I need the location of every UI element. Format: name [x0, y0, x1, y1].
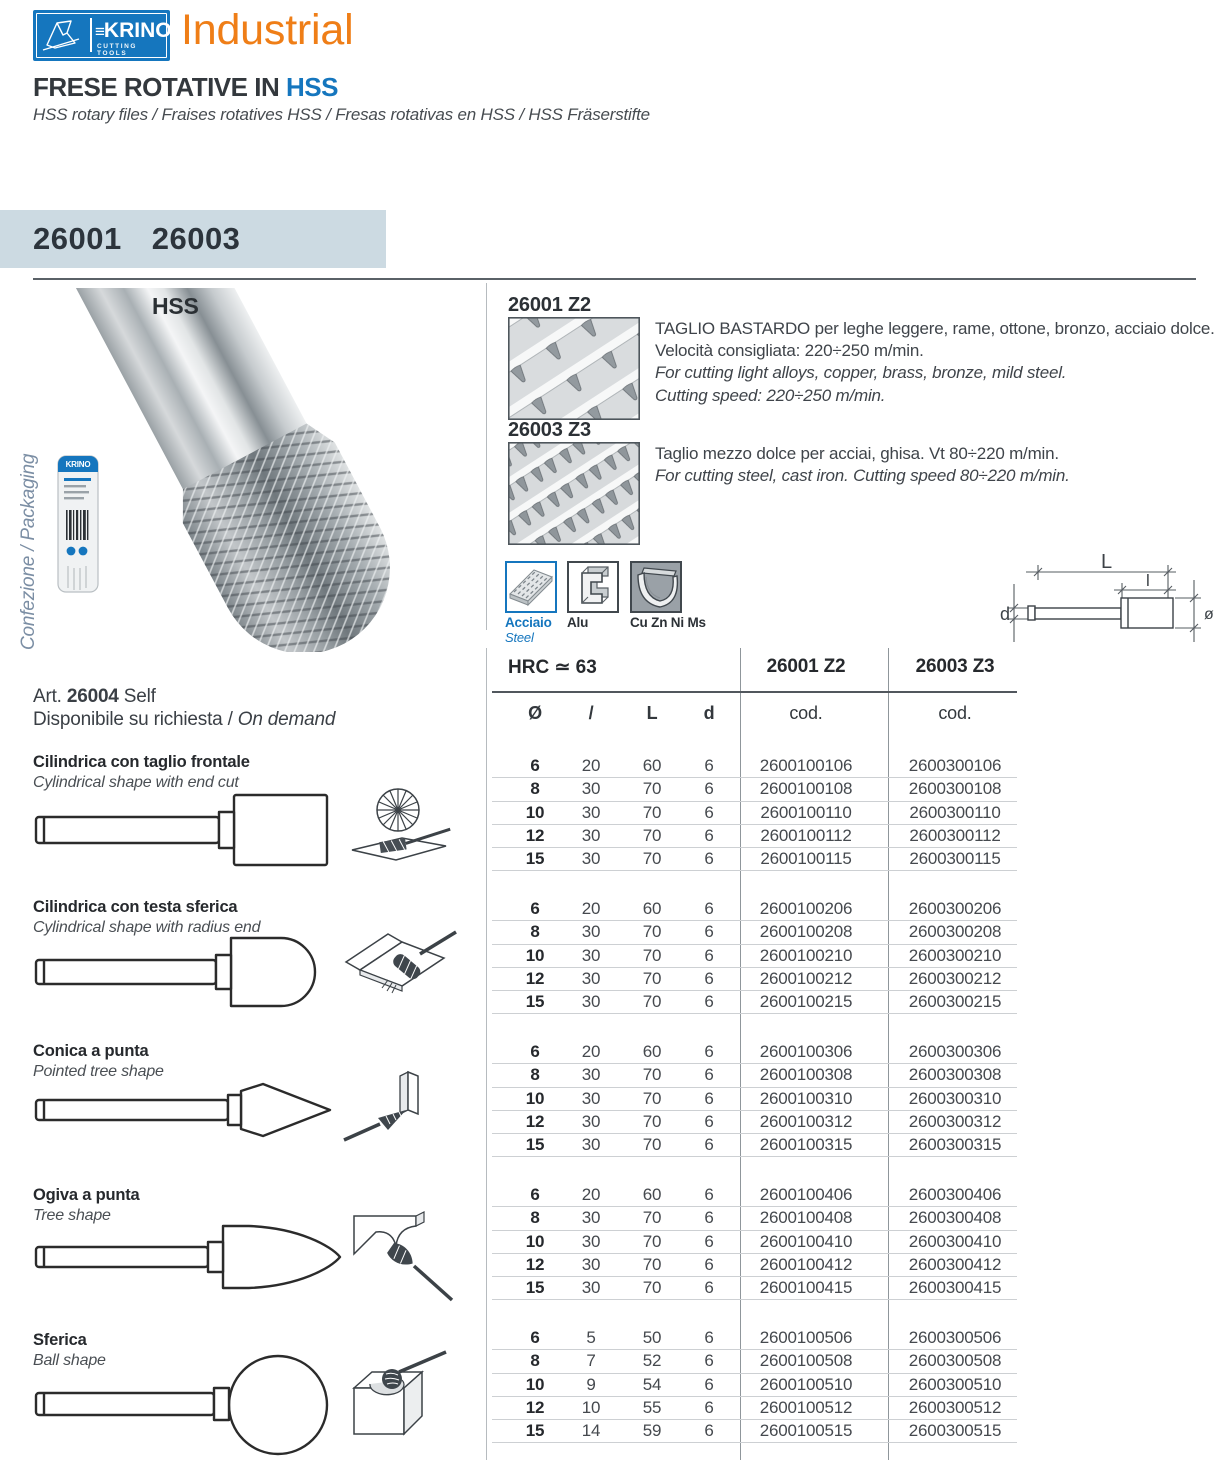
- product-code: 26001 Z2: [508, 294, 591, 316]
- table-cell: 12: [525, 825, 545, 845]
- copper-alloys-material-icon: [630, 561, 682, 613]
- product-description: [655, 318, 1225, 407]
- table-cell: 70: [642, 1111, 662, 1131]
- table-cell: 70: [642, 1231, 662, 1251]
- table-cell: 6: [530, 1185, 540, 1205]
- logo-wordmark: [95, 19, 177, 43]
- table-row: [492, 898, 1017, 921]
- table-row: [492, 778, 1017, 801]
- size-code-table: [492, 648, 1022, 1460]
- table-cell: 20: [581, 899, 601, 919]
- table-cell: 12: [525, 1397, 545, 1417]
- table-cell: 2600300310: [908, 1088, 1002, 1108]
- table-cell: 2600100315: [759, 1135, 853, 1155]
- table-cell: 2600300415: [908, 1278, 1002, 1298]
- table-group: [492, 1184, 1017, 1300]
- table-cell: 2600300212: [908, 968, 1002, 988]
- bur-drawing-ogive: [33, 1220, 343, 1294]
- table-cell: 7: [586, 1351, 596, 1371]
- table-cell: 2600300108: [908, 779, 1002, 799]
- application-icon-tree: [340, 1210, 460, 1315]
- table-cell: 15: [525, 1278, 545, 1298]
- banner-code-1: 26001: [33, 221, 122, 256]
- on-demand-line1: Art. 26004 Self: [33, 686, 156, 707]
- bur-drawing-cone: [33, 1078, 333, 1142]
- table-cell: 6: [704, 1042, 714, 1062]
- table-cell: 2600100406: [759, 1185, 853, 1205]
- table-cell: 54: [642, 1374, 662, 1394]
- table-row: [492, 1134, 1017, 1157]
- table-cell: 6: [704, 1111, 714, 1131]
- table-cell: 30: [581, 1111, 601, 1131]
- table-row: [492, 1231, 1017, 1254]
- table-row: [492, 968, 1017, 991]
- table-cell: 70: [642, 945, 662, 965]
- table-cell: 15: [525, 1421, 545, 1441]
- table-cell: 2600300410: [908, 1231, 1002, 1251]
- table-cell: 70: [642, 802, 662, 822]
- application-icon-radius-end: [340, 928, 460, 1028]
- table-cell: 5: [586, 1328, 596, 1348]
- table-cell: 2600100506: [759, 1328, 853, 1348]
- table-cell: 70: [642, 779, 662, 799]
- logo-bars: ≡: [95, 22, 103, 41]
- table-cell: 2600100508: [759, 1351, 853, 1371]
- table-cell: 2600100408: [759, 1208, 853, 1228]
- table-cell: 15: [525, 1135, 545, 1155]
- shape-subtitle: Ball shape: [33, 1352, 106, 1369]
- table-cell: 2600100110: [760, 802, 852, 822]
- table-cell: 10: [525, 945, 545, 965]
- table-cell: 2600300306: [908, 1042, 1002, 1062]
- table-cell: 2600300510: [908, 1374, 1002, 1394]
- material-label-cu-zn-ni-ms: Cu Zn Ni Ms: [630, 615, 706, 630]
- table-cell: 2600100112: [760, 825, 852, 845]
- material-sublabel-steel: Steel: [505, 630, 534, 645]
- dim-label-l: l: [1146, 571, 1150, 590]
- table-cell: 30: [581, 779, 601, 799]
- registered-mark: ®: [171, 19, 177, 26]
- table-cell: 10: [581, 1397, 601, 1417]
- table-cell: 30: [581, 968, 601, 988]
- table-col-header-26001: 26001 Z2: [766, 656, 846, 677]
- table-cell: 6: [704, 1208, 714, 1228]
- logo-divider: [90, 18, 92, 52]
- shape-title-ball: Sferica: [33, 1331, 87, 1349]
- table-cell: 2600100310: [759, 1088, 853, 1108]
- table-cell: 6: [530, 1328, 540, 1348]
- product-code-banner: [0, 210, 386, 268]
- table-cell: 2600300110: [909, 802, 1001, 822]
- desc-line: TAGLIO BASTARDO per leghe leggere, rame, ottone, bronzo, acciaio dolce.: [655, 319, 1215, 338]
- table-cell: 2600300106: [908, 756, 1002, 776]
- table-header-rule: [492, 691, 1017, 693]
- page-subtitle: HSS rotary files / Fraises rotatives HSS / Fresas rotativas en HSS / HSS Fräserstifte: [33, 105, 650, 124]
- series-title: Industrial: [181, 6, 354, 54]
- top-rule: [33, 278, 1196, 280]
- table-cell: 2600300208: [908, 922, 1002, 942]
- shape-title-cylindrical-end-cut: Cilindrica con taglio frontale: [33, 753, 250, 771]
- table-cell: 2600300112: [909, 825, 1001, 845]
- table-cell: 70: [642, 1135, 662, 1155]
- table-cell: 60: [642, 756, 662, 776]
- table-cell: 14: [581, 1421, 601, 1441]
- desc-line: Taglio mezzo dolce per acciai, ghisa. Vt 80÷220 m/min.: [655, 444, 1059, 463]
- cut-texture-z3-image: [508, 442, 640, 545]
- table-cell: 60: [642, 1185, 662, 1205]
- dim-label-L: L: [1101, 551, 1112, 573]
- desc-line: For cutting steel, cast iron. Cutting speed 80÷220 m/min.: [655, 466, 1070, 486]
- table-cell: 20: [581, 1042, 601, 1062]
- table-cell: 6: [704, 992, 714, 1012]
- table-cell: 8: [530, 922, 540, 942]
- table-cell: 59: [642, 1421, 662, 1441]
- table-row: [492, 1397, 1017, 1420]
- table-cell: 6: [704, 1065, 714, 1085]
- application-icon-cone: [340, 1068, 460, 1168]
- table-cell: 70: [642, 992, 662, 1012]
- hardness-label: HRC ≃ 63: [508, 657, 597, 678]
- table-cell: 20: [581, 1185, 601, 1205]
- shape-subtitle: Cylindrical shape with end cut: [33, 774, 239, 791]
- table-cell: 6: [704, 802, 714, 822]
- table-cell: 2600100515: [759, 1421, 853, 1441]
- table-cell: 2600300215: [908, 992, 1002, 1012]
- table-cell: 30: [581, 802, 601, 822]
- table-row: [492, 1327, 1017, 1350]
- table-cell: 30: [581, 1278, 601, 1298]
- table-cell: 30: [581, 945, 601, 965]
- table-cell: 70: [642, 968, 662, 988]
- table-row: [492, 1374, 1017, 1397]
- drill-bit-icon: [41, 17, 85, 55]
- table-cell: 2600300506: [908, 1328, 1002, 1348]
- table-row: [492, 825, 1017, 848]
- table-cell: 6: [704, 1421, 714, 1441]
- banner-codes: [33, 210, 270, 268]
- page-title-accent: HSS: [285, 72, 338, 102]
- table-cell: 6: [704, 1374, 714, 1394]
- table-row: [492, 1041, 1017, 1064]
- page-title: FRESE ROTATIVE IN HSS: [33, 72, 338, 102]
- table-cell: 6: [704, 1278, 714, 1298]
- table-cell: 2600100410: [759, 1231, 853, 1251]
- table-cell: 30: [581, 922, 601, 942]
- table-row: [492, 1184, 1017, 1207]
- table-row: [492, 1064, 1017, 1087]
- table-cell: 6: [704, 1351, 714, 1371]
- table-cell: 10: [525, 1231, 545, 1251]
- table-col-header-26003: 26003 Z3: [915, 656, 995, 677]
- table-cell: 2600100208: [759, 922, 853, 942]
- table-cell: 55: [642, 1397, 662, 1417]
- table-row: [492, 848, 1017, 871]
- packaging-caption: Confezione / Packaging: [18, 453, 39, 650]
- table-cell: 6: [704, 849, 714, 869]
- table-row: [492, 1207, 1017, 1230]
- table-cell: 2600100106: [759, 756, 853, 776]
- banner-code-2: 26003: [151, 221, 241, 256]
- desc-line: Velocità consigliata: 220÷250 m/min.: [655, 341, 924, 361]
- shape-subtitle: Pointed tree shape: [33, 1063, 164, 1080]
- table-cell: 6: [530, 756, 540, 776]
- table-cell: 2600100108: [759, 779, 853, 799]
- table-row: [492, 1088, 1017, 1111]
- bur-drawing-cylinder-radius: [33, 935, 333, 1009]
- table-row: [492, 1350, 1017, 1373]
- table-cell: 30: [581, 849, 601, 869]
- table-cell: 30: [581, 825, 601, 845]
- table-cell: 2600300308: [908, 1065, 1002, 1085]
- table-cell: 6: [704, 945, 714, 965]
- bur-drawing-ball: [33, 1352, 333, 1458]
- logo-tagline: CUTTING TOOLS: [97, 43, 138, 57]
- on-demand-code: 26004: [66, 686, 119, 707]
- col-subheader-shank: d: [703, 703, 715, 723]
- table-cell: 30: [581, 1065, 601, 1085]
- dim-label-diameter: ø: [1204, 606, 1214, 623]
- table-cell: 2600300412: [908, 1254, 1002, 1274]
- dimension-diagram: [998, 550, 1226, 652]
- table-cell: 70: [642, 1278, 662, 1298]
- table-cell: 12: [525, 968, 545, 988]
- table-cell: 2600300512: [908, 1397, 1002, 1417]
- table-cell: 2600100306: [759, 1042, 853, 1062]
- shape-subtitle: Cylindrical shape with radius end: [33, 919, 261, 936]
- table-cell: 6: [704, 1254, 714, 1274]
- table-cell: 2600300210: [908, 945, 1002, 965]
- column-divider: [486, 648, 487, 1460]
- table-cell: 6: [704, 1185, 714, 1205]
- table-cell: 6: [704, 1231, 714, 1251]
- table-cell: 2600100215: [759, 992, 853, 1012]
- steel-material-icon: [505, 561, 557, 613]
- table-cell: 60: [642, 1042, 662, 1062]
- table-cell: 6: [704, 1328, 714, 1348]
- table-cell: 6: [704, 1397, 714, 1417]
- table-cell: 6: [704, 756, 714, 776]
- table-cell: 2600300508: [908, 1351, 1002, 1371]
- table-cell: 8: [530, 1208, 540, 1228]
- table-cell: 15: [525, 992, 545, 1012]
- desc-line: For cutting light alloys, copper, brass, bronze, mild steel.: [655, 363, 1067, 383]
- table-cell: 12: [525, 1111, 545, 1131]
- product-code: 26003 Z3: [508, 419, 591, 441]
- table-cell: 6: [530, 899, 540, 919]
- bur-drawing-cylinder-flat: [33, 790, 333, 870]
- table-cell: 70: [642, 849, 662, 869]
- table-cell: 70: [642, 1065, 662, 1085]
- col-subheader-cod-2: cod.: [938, 703, 972, 723]
- table-cell: 2600100210: [759, 945, 853, 965]
- table-cell: 2600100512: [759, 1397, 853, 1417]
- table-cell: 8: [530, 779, 540, 799]
- material-label-steel: Acciaio: [505, 615, 552, 630]
- table-cell: 6: [704, 899, 714, 919]
- table-cell: 30: [581, 1254, 601, 1274]
- table-cell: 2600300315: [908, 1135, 1002, 1155]
- table-cell: 30: [581, 1135, 601, 1155]
- table-row: [492, 921, 1017, 944]
- table-cell: 2600300408: [908, 1208, 1002, 1228]
- shape-title-tree: Ogiva a punta: [33, 1186, 140, 1204]
- table-cell: 70: [642, 1254, 662, 1274]
- col-subheader-cod-1: cod.: [789, 703, 823, 723]
- table-cell: 6: [704, 1135, 714, 1155]
- table-cell: 52: [642, 1351, 662, 1371]
- column-divider: [486, 283, 487, 630]
- table-cell: 2600100206: [759, 899, 853, 919]
- table-cell: 2600100212: [759, 968, 853, 988]
- table-cell: 2600300515: [908, 1421, 1002, 1441]
- table-cell: 70: [642, 1088, 662, 1108]
- table-group: [492, 898, 1017, 1014]
- table-cell: 10: [525, 1088, 545, 1108]
- on-demand-line2: Disponibile su richiesta / On demand: [33, 709, 336, 730]
- table-cell: 2600100115: [760, 849, 852, 869]
- table-cell: 10: [525, 1374, 545, 1394]
- table-cell: 6: [704, 779, 714, 799]
- table-cell: 12: [525, 1254, 545, 1274]
- table-cell: 2600300312: [908, 1111, 1002, 1131]
- col-subheader-diameter: Ø: [528, 703, 542, 723]
- table-cell: 70: [642, 922, 662, 942]
- table-cell: 8: [530, 1065, 540, 1085]
- krino-logo: [33, 10, 177, 61]
- table-cell: 20: [581, 756, 601, 776]
- table-row: [492, 991, 1017, 1014]
- table-cell: 2600100308: [759, 1065, 853, 1085]
- table-cell: 2600300115: [909, 849, 1001, 869]
- table-cell: 2600300206: [908, 899, 1002, 919]
- table-cell: 6: [530, 1042, 540, 1062]
- table-cell: 2600300406: [908, 1185, 1002, 1205]
- table-group: [492, 755, 1017, 871]
- dim-label-d: d: [1000, 604, 1010, 624]
- table-cell: 8: [530, 1351, 540, 1371]
- table-cell: 15: [525, 849, 545, 869]
- table-row: [492, 755, 1017, 778]
- table-row: [492, 1254, 1017, 1277]
- table-cell: 30: [581, 1088, 601, 1108]
- svg-text:KRINO: KRINO: [65, 460, 91, 469]
- table-cell: 60: [642, 899, 662, 919]
- table-row: [492, 1111, 1017, 1134]
- photo-material-label: HSS: [152, 293, 199, 319]
- table-cell: 6: [704, 1088, 714, 1108]
- table-group: [492, 1041, 1017, 1157]
- table-cell: 30: [581, 1208, 601, 1228]
- product-description: [655, 443, 1225, 487]
- table-row: [492, 1277, 1017, 1300]
- material-label-alu: Alu: [567, 615, 589, 630]
- table-cell: 2600100412: [759, 1254, 853, 1274]
- table-row: [492, 802, 1017, 825]
- shape-title-cylindrical-radius-end: Cilindrica con testa sferica: [33, 898, 238, 916]
- table-cell: 10: [525, 802, 545, 822]
- table-row: [492, 945, 1017, 968]
- table-cell: 6: [704, 922, 714, 942]
- table-cell: 2600100415: [759, 1278, 853, 1298]
- table-cell: 50: [642, 1328, 662, 1348]
- table-row: [492, 1420, 1017, 1443]
- table-cell: 9: [586, 1374, 596, 1394]
- col-subheader-slash: /: [588, 703, 594, 723]
- shape-title-pointed-cone: Conica a punta: [33, 1042, 149, 1060]
- shape-subtitle: Tree shape: [33, 1207, 111, 1224]
- table-cell: 70: [642, 1208, 662, 1228]
- table-cell: 30: [581, 992, 601, 1012]
- col-subheader-length: L: [646, 703, 658, 723]
- table-cell: 2600100312: [759, 1111, 853, 1131]
- table-cell: 30: [581, 1231, 601, 1251]
- brand-name: KRINO: [103, 19, 172, 42]
- table-cell: 70: [642, 825, 662, 845]
- table-cell: 2600100510: [759, 1374, 853, 1394]
- application-icon-end-cut: [340, 784, 460, 884]
- table-group: [492, 1327, 1017, 1443]
- table-cell: 6: [704, 825, 714, 845]
- packaging-tube-photo: [55, 450, 101, 598]
- application-icon-ball: [340, 1348, 460, 1453]
- cut-texture-z2-image: [508, 317, 640, 420]
- table-cell: 6: [704, 968, 714, 988]
- desc-line: Cutting speed: 220÷250 m/min.: [655, 385, 886, 405]
- aluminium-material-icon: [567, 561, 619, 613]
